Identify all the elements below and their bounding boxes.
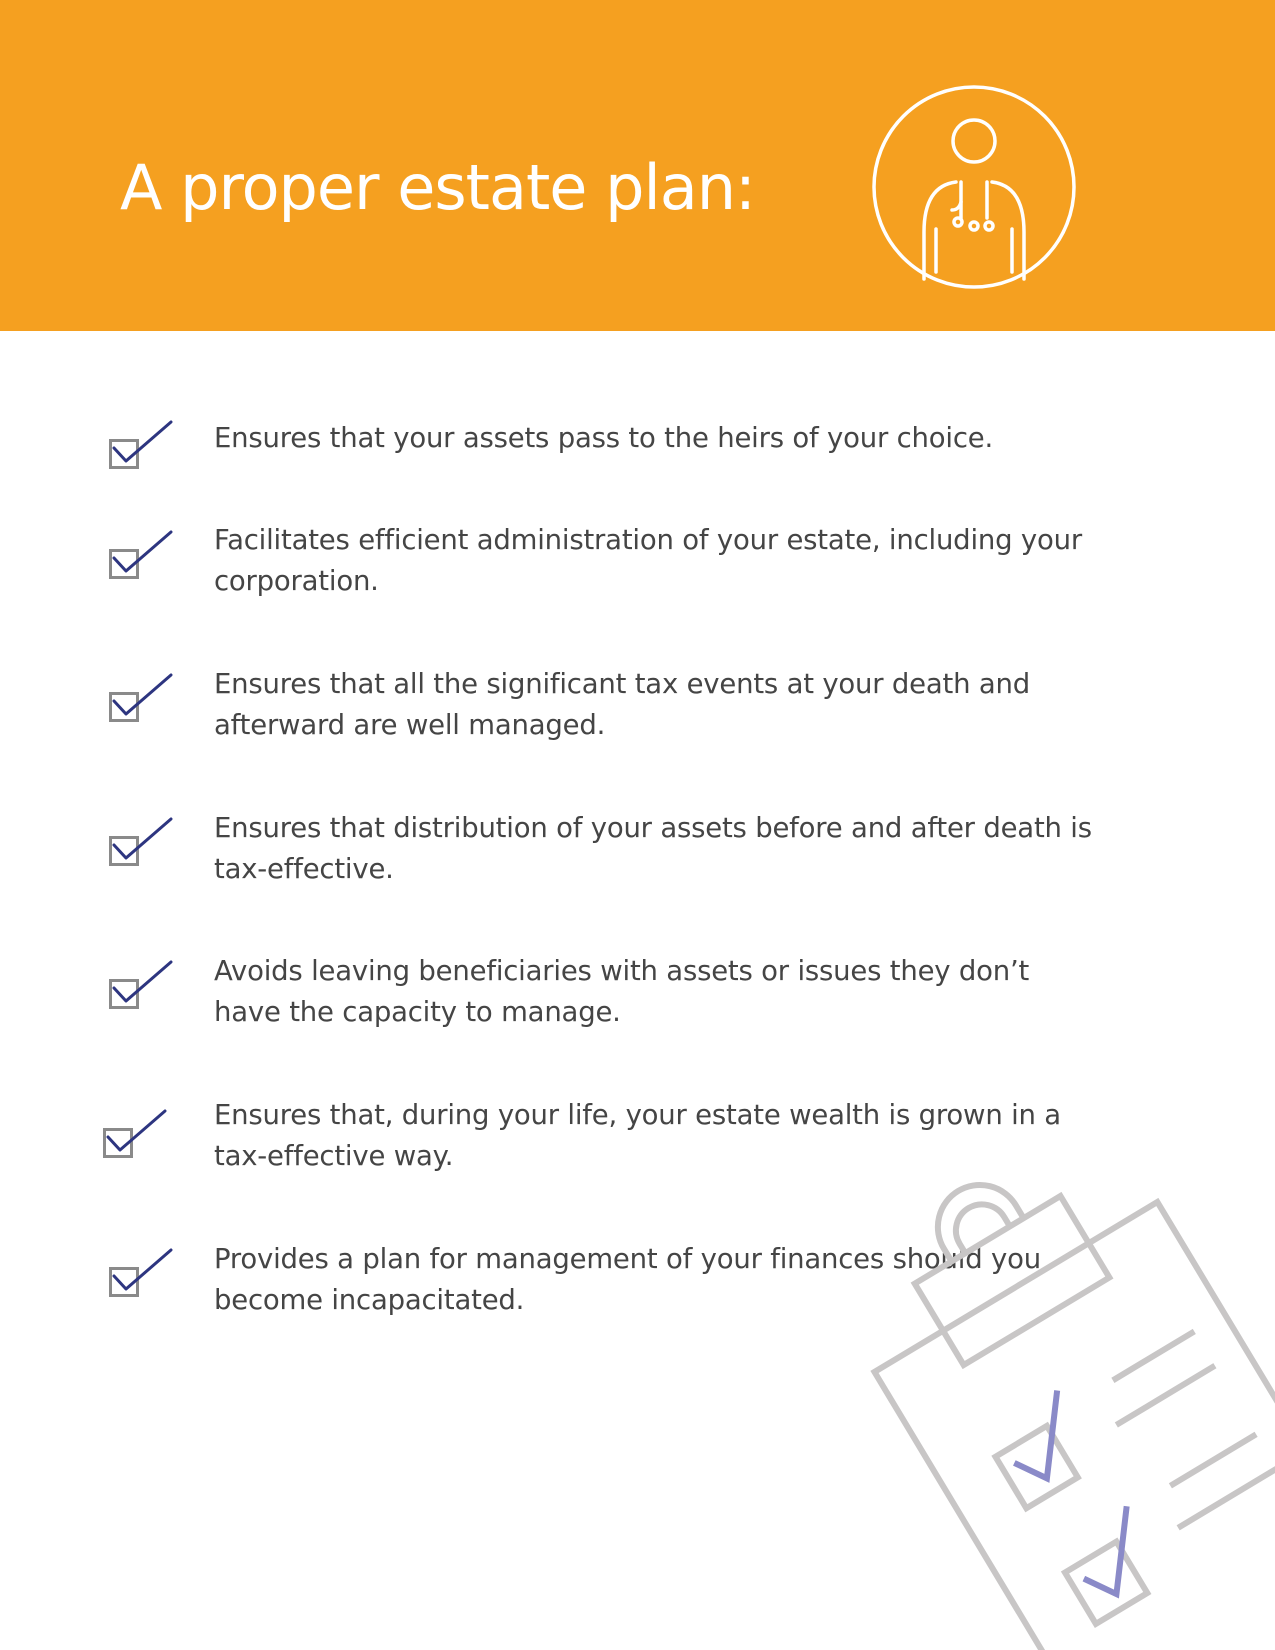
doctor-stethoscope-icon bbox=[871, 84, 1077, 290]
checkbox-checked-icon bbox=[108, 1246, 180, 1300]
clipboard-checklist-icon bbox=[805, 1140, 1275, 1650]
checkbox-checked-icon bbox=[108, 671, 180, 725]
list-item-text: Ensures that distribution of your assets before and after death is tax-effective. bbox=[214, 812, 1092, 885]
list-item-text: Ensures that your assets pass to the heirs of your choice. bbox=[214, 422, 993, 454]
list-item-text: Ensures that, during your life, your estate wealth is grown in a tax-effective way. bbox=[214, 1099, 1061, 1172]
list-item-text: Facilitates efficient administration of your estate, including your corporation. bbox=[214, 524, 1082, 597]
checkbox-checked-icon bbox=[108, 815, 180, 869]
checkbox-checked-icon bbox=[108, 958, 180, 1012]
list-item-text: Ensures that all the significant tax events at your death and afterward are well managed. bbox=[214, 668, 1031, 741]
checkbox-checked-icon bbox=[108, 528, 180, 582]
page-title: A proper estate plan: bbox=[120, 151, 755, 224]
header-banner bbox=[0, 0, 1275, 331]
list-item-text: Provides a plan for management of your finances should you become incapacitated. bbox=[214, 1243, 1041, 1316]
checkbox-checked-icon bbox=[102, 1107, 174, 1161]
checkbox-checked-icon bbox=[108, 418, 180, 472]
list-item-text: Avoids leaving beneficiaries with assets or issues they don’t have the capacity to manage. bbox=[214, 955, 1030, 1028]
